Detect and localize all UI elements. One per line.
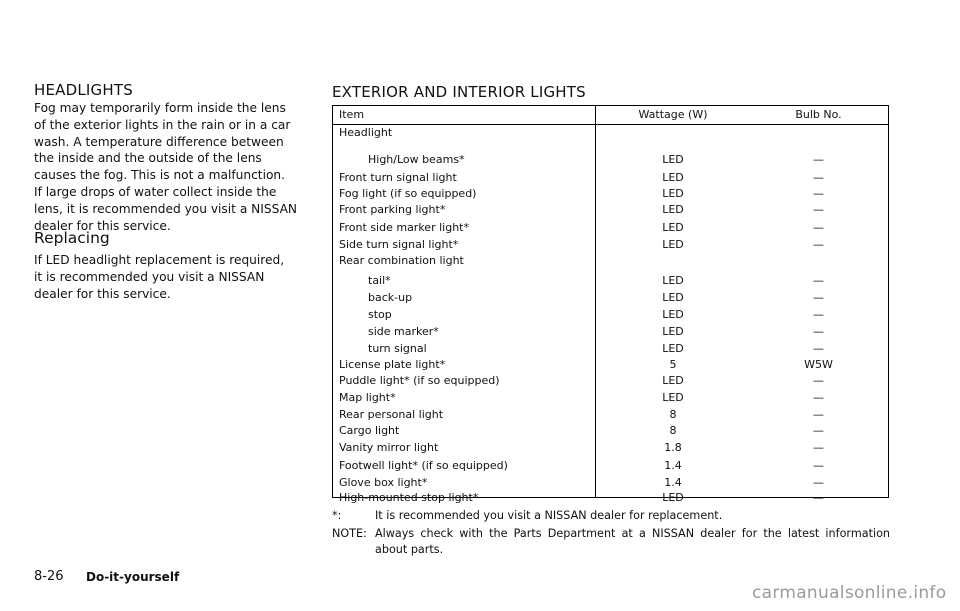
table-cell-wattage: LED [662, 491, 684, 504]
table-cell-item: Fog light (if so equipped) [339, 187, 477, 200]
table-cell-wattage: LED [662, 187, 684, 200]
table-cell-wattage: LED [662, 171, 684, 184]
table-cell-bulb: — [813, 374, 824, 387]
table-cell-wattage: LED [662, 221, 684, 234]
table-cell-bulb: W5W [804, 358, 833, 371]
table-cell-item: side marker* [368, 325, 439, 338]
table-cell-item: Headlight [339, 126, 393, 139]
paragraph-line: wash. A temperature difference between [34, 134, 284, 149]
table-cell-bulb: — [813, 291, 824, 304]
table-cell-item: Rear combination light [339, 254, 464, 267]
table-cell-wattage: 1.4 [664, 476, 682, 489]
table-cell-bulb: — [813, 308, 824, 321]
table-cell-item: License plate light* [339, 358, 446, 371]
asterisk-text: It is recommended you visit a NISSAN dealer for replacement. [375, 509, 723, 522]
paragraph-line: dealer for this service. [34, 286, 171, 301]
table-cell-bulb: — [813, 342, 824, 355]
table-cell-item: Front side marker light* [339, 221, 469, 234]
table-cell-bulb: — [813, 325, 824, 338]
table-cell-item: stop [368, 308, 392, 321]
lights-heading: EXTERIOR AND INTERIOR LIGHTS [332, 83, 586, 101]
table-cell-wattage: LED [662, 325, 684, 338]
table-cell-wattage: 5 [669, 358, 677, 371]
headlights-heading: HEADLIGHTS [34, 81, 133, 99]
table-cell-bulb: — [813, 221, 824, 234]
table-cell-bulb: — [813, 408, 824, 421]
table-cell-bulb: — [813, 274, 824, 287]
lights-table [332, 105, 889, 504]
table-cell-wattage: LED [662, 238, 684, 251]
table-header [333, 106, 888, 125]
table-cell-item: tail* [368, 274, 391, 287]
table-cell-bulb: — [813, 171, 824, 184]
table-cell-wattage: 1.4 [664, 459, 682, 472]
replacing-subheading: Replacing [34, 229, 110, 247]
paragraph-line: causes the fog. This is not a malfunction. [34, 168, 286, 183]
asterisk-label: *: [332, 509, 342, 522]
table-cell-item: Footwell light* (if so equipped) [339, 459, 508, 472]
paragraph-line: Fog may temporarily form inside the lens [34, 101, 286, 115]
column-divider [595, 106, 596, 497]
table-cell-wattage: LED [662, 203, 684, 216]
table-cell-item: Glove box light* [339, 476, 428, 489]
note-text-line1: Always check with the Parts Department at a NISSAN dealer for the latest information [375, 527, 890, 540]
header-bulb: Bulb No. [795, 108, 842, 121]
table-cell-bulb: — [813, 491, 824, 504]
headlights-paragraph [34, 100, 310, 234]
paragraph-line: of the exterior lights in the rain or in a car [34, 117, 291, 132]
table-cell-wattage: 1.8 [664, 441, 682, 454]
table-cell-bulb: — [813, 238, 824, 251]
table-cell-bulb: — [813, 459, 824, 472]
table-cell-item: Vanity mirror light [339, 441, 439, 454]
asterisk-note [332, 508, 902, 524]
header-item: Item [339, 108, 365, 121]
paragraph-line: dealer for this service. [34, 218, 171, 233]
table-cell-item: High-mounted stop light* [339, 491, 479, 504]
table-cell-bulb: — [813, 153, 824, 166]
table-cell-bulb: — [813, 391, 824, 404]
table-cell-item: Rear personal light [339, 408, 444, 421]
replacing-paragraph [34, 252, 310, 302]
table-cell-item: Front parking light* [339, 203, 446, 216]
note-label: NOTE: [332, 527, 367, 540]
section-title: Do-it-yourself [86, 570, 180, 584]
table-cell-wattage: LED [662, 374, 684, 387]
table-cell-item: Map light* [339, 391, 396, 404]
note-text-line2: about parts. [375, 543, 444, 556]
paragraph-line: it is recommended you visit a NISSAN [34, 269, 265, 284]
table-cell-item: back-up [368, 291, 413, 304]
table-cell-item: High/Low beams* [368, 153, 465, 166]
table-cell-bulb: — [813, 441, 824, 454]
table-cell-bulb: — [813, 476, 824, 489]
watermark: carmanualsonline.info [752, 583, 947, 603]
table-cell-item: Front turn signal light [339, 171, 457, 184]
table-cell-wattage: LED [662, 391, 684, 404]
table-cell-bulb: — [813, 424, 824, 437]
paragraph-line: the inside and the outside of the lens [34, 151, 262, 166]
table-cell-item: Puddle light* (if so equipped) [339, 374, 500, 387]
table-cell-wattage: LED [662, 291, 684, 304]
paragraph-line: If large drops of water collect inside the [34, 184, 277, 199]
table-cell-item: Side turn signal light* [339, 238, 459, 251]
notes [332, 508, 902, 558]
table-cell-wattage: LED [662, 308, 684, 321]
header-wattage: Wattage (W) [638, 108, 708, 121]
table-cell-bulb: — [813, 187, 824, 200]
table-cell-item: turn signal [368, 342, 427, 355]
page-number: 8-26 [34, 569, 64, 584]
table-cell-wattage: 8 [669, 408, 677, 421]
parts-note-continued [332, 542, 902, 558]
table-cell-wattage: LED [662, 274, 684, 287]
table-cell-wattage: LED [662, 342, 684, 355]
table-cell-bulb: — [813, 203, 824, 216]
parts-note [332, 526, 902, 542]
paragraph-line: If LED headlight replacement is required, [34, 253, 285, 267]
paragraph-line: lens, it is recommended you visit a NISSAN [34, 201, 298, 216]
table-cell-wattage: 8 [669, 424, 677, 437]
table-cell-wattage: LED [662, 153, 684, 166]
table-cell-item: Cargo light [339, 424, 400, 437]
